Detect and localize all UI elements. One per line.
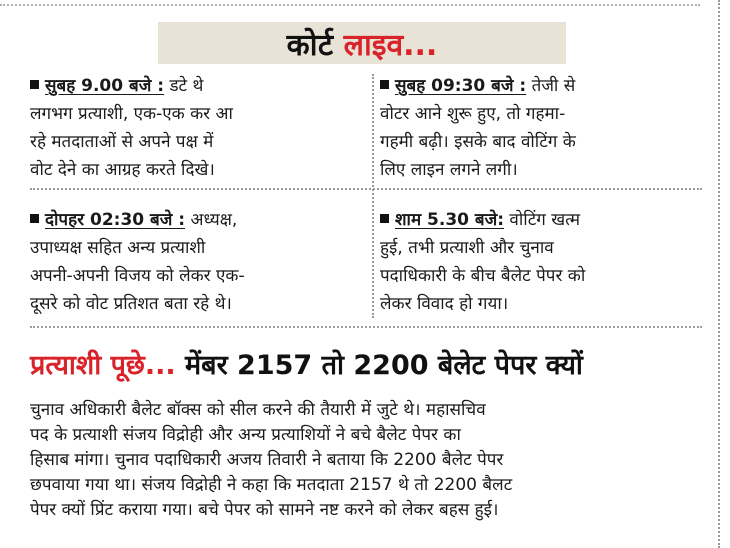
update-text: हुई, तभी प्रत्याशी और चुनाव	[380, 238, 554, 258]
update-text: लिए लाइन लगने लगी।	[380, 160, 518, 180]
update-text: उपाध्यक्ष सहित अन्य प्रत्याशी	[30, 238, 206, 258]
body-line: चुनाव अधिकारी बैलेट बॉक्स को सील करने की तैयारी में जुटे थे। महासचिव	[30, 400, 486, 420]
bullet-square-icon	[30, 80, 39, 89]
update-text: डटे थे	[164, 76, 204, 96]
body-line: पेपर क्यों प्रिंट कराया गया। बचे पेपर को सामने नष्ट करने को लेकर बहस हुई।	[30, 500, 499, 520]
update-afternoon-230	[30, 206, 360, 318]
update-time: सुबह 09:30 बजे :	[395, 76, 527, 96]
update-time: दोपहर 02:30 बजे :	[45, 210, 186, 230]
body-line: छपवाया गया था। संजय विद्रोही ने कहा कि मतदाता 2157 थे तो 2200 बैलट	[30, 475, 513, 495]
update-text: दूसरे को वोट प्रतिशत बता रहे थे।	[30, 294, 232, 314]
bullet-square-icon	[380, 80, 389, 89]
update-text: अध्यक्ष,	[185, 210, 238, 230]
update-text: गहमी बढ़ी। इसके बाद वोटिंग के	[380, 132, 576, 152]
update-text: वोट देने का आग्रह करते दिखे।	[30, 160, 215, 180]
update-text: पदाधिकारी के बीच बैलेट पेपर को	[380, 266, 586, 286]
article-body	[30, 398, 702, 523]
timeline-grid	[30, 72, 702, 320]
body-line: हिसाब मांगा। चुनाव पदाधिकारी अजय तिवारी ने बताया कि 2200 बैलेट पेपर	[30, 450, 504, 470]
update-morning-930	[380, 72, 710, 184]
bullet-square-icon	[380, 214, 389, 223]
banner-title-main: कोर्ट	[286, 27, 334, 63]
headline-red-part: प्रत्याशी पूछे...	[30, 350, 176, 381]
section-divider	[30, 326, 702, 328]
bullet-square-icon	[30, 214, 39, 223]
update-evening-530	[380, 206, 710, 318]
headline-black-part: मेंबर 2157 तो 2200 बेलेट पेपर क्यों	[175, 350, 583, 381]
top-dotted-rule	[0, 4, 700, 6]
update-text: तेजी से	[526, 76, 576, 96]
right-dotted-rule	[718, 0, 720, 548]
grid-vertical-divider	[372, 74, 374, 318]
section-banner	[158, 22, 566, 64]
update-text: वोटर आने शुरू हुए, तो गहमा-	[380, 104, 566, 124]
update-text: वोटिंग खत्म	[504, 210, 581, 230]
update-text: लेकर विवाद हो गया।	[380, 294, 509, 314]
update-text: लगभग प्रत्याशी, एक-एक कर आ	[30, 104, 233, 124]
update-text: रहे मतदाताओं से अपने पक्ष में	[30, 132, 214, 152]
update-morning-9	[30, 72, 360, 184]
update-text: अपनी-अपनी विजय को लेकर एक-	[30, 266, 245, 286]
banner-title-accent: लाइव...	[343, 27, 438, 63]
update-time: सुबह 9.00 बजे :	[45, 76, 165, 96]
article-headline	[30, 346, 710, 386]
body-line: पद के प्रत्याशी संजय विद्रोही और अन्य प्रत्याशियों ने बचे बैलेट पेपर का	[30, 425, 461, 445]
update-time: शाम 5.30 बजे:	[395, 210, 505, 230]
grid-horizontal-divider	[30, 188, 702, 190]
